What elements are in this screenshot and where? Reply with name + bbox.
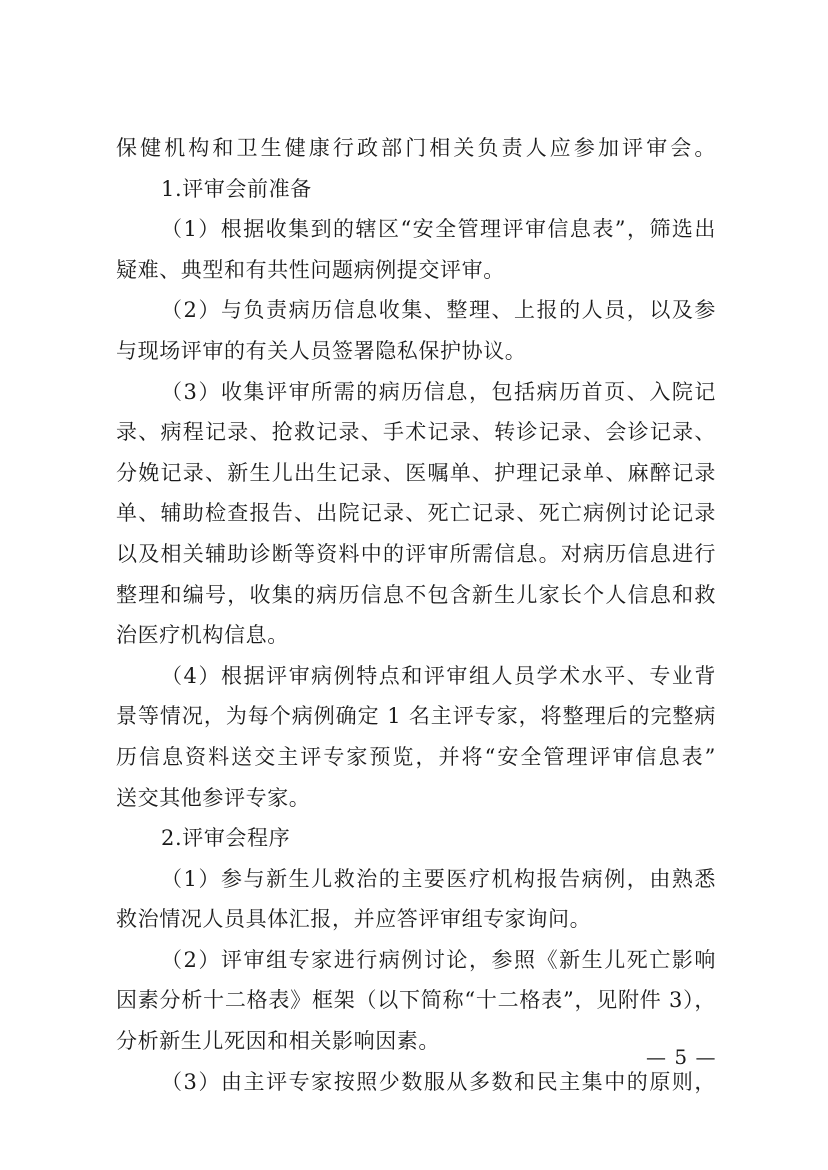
section-heading: 2.评审会程序 (161, 826, 291, 851)
paragraph-line: 整理和编号，收集的病历信息不包含新生儿家长个人信息和救 (116, 582, 716, 607)
paragraph-line: 与现场评审的有关人员签署隐私保护协议。 (116, 338, 527, 363)
paragraph-line: （1）根据收集到的辖区“安全管理评审信息表”，筛选出 (161, 217, 716, 242)
paragraph-line: （2）评审组专家进行病例讨论，参照《新生儿死亡影响 (161, 947, 716, 972)
paragraph-line: （4）根据评审病例特点和评审组人员学术水平、专业背 (161, 663, 716, 688)
paragraph-line: 录、病程记录、抢救记录、手术记录、转诊记录、会诊记录、 (116, 420, 716, 445)
paragraph-line: 保健机构和卫生健康行政部门相关负责人应参加评审会。 (116, 136, 716, 160)
paragraph-line: 送交其他参评专家。 (116, 785, 311, 810)
paragraph-line: 疑难、典型和有共性问题病例提交评审。 (116, 257, 505, 282)
paragraph-line: 以及相关辅助诊断等资料中的评审所需信息。对病历信息进行 (116, 541, 716, 566)
paragraph-line: 分娩记录、新生儿出生记录、医嘱单、护理记录单、麻醉记录 (116, 460, 716, 485)
paragraph-line: （2）与负责病历信息收集、整理、上报的人员，以及参 (161, 298, 716, 323)
paragraph-line: （1）参与新生儿救治的主要医疗机构报告病例，由熟悉 (161, 866, 716, 891)
paragraph-line: 景等情况，为每个病例确定 1 名主评专家，将整理后的完整病 (116, 704, 716, 729)
paragraph-line: 因素分析十二格表》框架（以下简称“十二格表”，见附件 3）， (116, 988, 716, 1013)
paragraph-line: 历信息资料送交主评专家预览，并将“安全管理评审信息表” (116, 744, 716, 769)
body-text (116, 128, 716, 1102)
paragraph-line: 治医疗机构信息。 (116, 623, 289, 648)
paragraph-line: 分析新生儿死因和相关影响因素。 (116, 1029, 440, 1054)
paragraph-line: 单、辅助检查报告、出院记录、死亡记录、死亡病例讨论记录 (116, 501, 716, 526)
page-number: — 5 — (646, 1045, 717, 1069)
section-heading: 1.评审会前准备 (161, 176, 312, 201)
paragraph-line: （3）由主评专家按照少数服从多数和民主集中的原则， (161, 1069, 716, 1094)
paragraph-line: （3）收集评审所需的病历信息，包括病历首页、入院记 (161, 379, 716, 404)
paragraph-line: 救治情况人员具体汇报，并应答评审组专家询问。 (116, 907, 592, 932)
